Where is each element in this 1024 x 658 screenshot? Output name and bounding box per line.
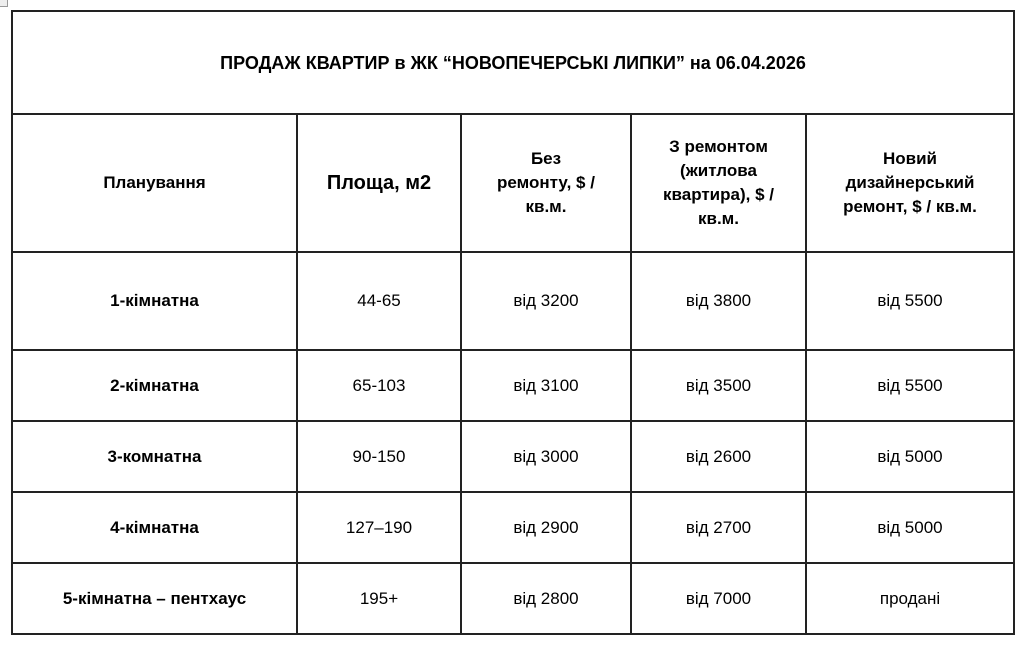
cell-area: 127–190 xyxy=(297,492,461,563)
table-row xyxy=(12,252,1014,350)
header-designer-renovation: Новий дизайнерський ремонт, $ / кв.м. xyxy=(806,114,1014,252)
table-row xyxy=(12,492,1014,563)
cell-layout: 4-кімнатна xyxy=(12,492,297,563)
cell-layout: 3-комнатна xyxy=(12,421,297,492)
table-row xyxy=(12,350,1014,421)
cell-price-renovation: від 3500 xyxy=(631,350,806,421)
cell-price-designer: від 5000 xyxy=(806,492,1014,563)
table-title: ПРОДАЖ КВАРТИР в ЖК “НОВОПЕЧЕРСЬКІ ЛИПКИ” на 06.04.2026 xyxy=(12,11,1014,114)
cell-price-no-renovation: від 3100 xyxy=(461,350,631,421)
header-area: Площа, м2 xyxy=(297,114,461,252)
cell-layout: 5-кімнатна – пентхаус xyxy=(12,563,297,634)
cell-price-designer: продані xyxy=(806,563,1014,634)
cell-area: 65-103 xyxy=(297,350,461,421)
cell-layout: 2-кімнатна xyxy=(12,350,297,421)
cell-price-renovation: від 7000 xyxy=(631,563,806,634)
cell-area: 195+ xyxy=(297,563,461,634)
table-row xyxy=(12,563,1014,634)
cell-price-no-renovation: від 2800 xyxy=(461,563,631,634)
cell-layout: 1-кімнатна xyxy=(12,252,297,350)
cell-price-no-renovation: від 3000 xyxy=(461,421,631,492)
cell-price-renovation: від 2600 xyxy=(631,421,806,492)
resize-handle-icon xyxy=(0,0,8,7)
cell-price-renovation: від 3800 xyxy=(631,252,806,350)
table-row xyxy=(12,421,1014,492)
header-no-renovation: Без ремонту, $ / кв.м. xyxy=(461,114,631,252)
cell-price-designer: від 5000 xyxy=(806,421,1014,492)
cell-price-no-renovation: від 3200 xyxy=(461,252,631,350)
apartment-price-table xyxy=(11,10,1015,635)
header-row xyxy=(12,114,1014,252)
cell-price-designer: від 5500 xyxy=(806,350,1014,421)
header-with-renovation: З ремонтом (житлова квартира), $ / кв.м. xyxy=(631,114,806,252)
header-layout: Планування xyxy=(12,114,297,252)
cell-area: 90-150 xyxy=(297,421,461,492)
cell-area: 44-65 xyxy=(297,252,461,350)
cell-price-renovation: від 2700 xyxy=(631,492,806,563)
cell-price-designer: від 5500 xyxy=(806,252,1014,350)
cell-price-no-renovation: від 2900 xyxy=(461,492,631,563)
